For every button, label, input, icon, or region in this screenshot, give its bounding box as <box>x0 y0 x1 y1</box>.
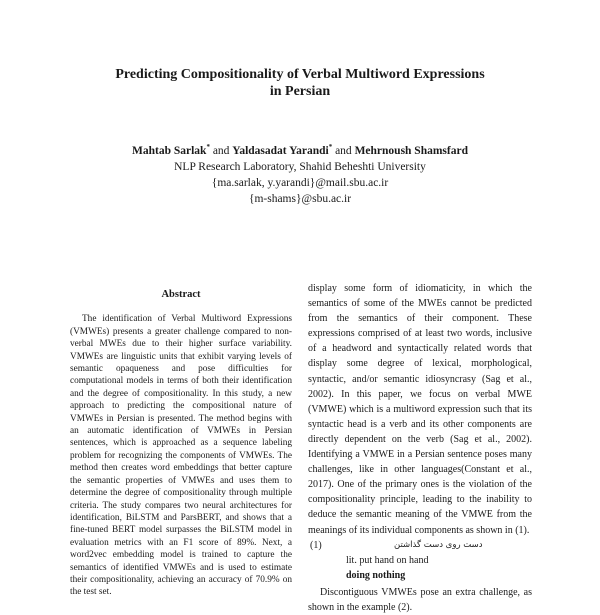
author-conjunction-2: and <box>332 144 355 157</box>
example-persian: دست روی دست گذاشتن <box>394 539 483 550</box>
email-line-2: {m-shams}@sbu.ac.ir <box>248 192 352 205</box>
author-conjunction-1: and <box>209 144 233 157</box>
abstract-body: The identification of Verbal Multiword Expressions (VMWEs) presents a greater challenge compared to non-verbal MWEs due to their higher surface variability. VMWEs are linguistic units that exhibit varying levels of semantic opaqueness and pose difficulties for computational models in terms of both their identification and the degree of compositionality. In this study, a new approach to predicting the compositional nature of VMWEs in Persian is presented. The method begins with an automatic identification of VMWEs in Persian sentences, which is approached as a sequence labeling problem for recognizing the components of VMWEs. The method then creates word embeddings that better capture the semantic properties of VMWEs and uses them to determine the degree of compositionality through multiple criteria. The study compares two neural architectures for identification, BiLSTM and ParsBERT, and shows that a fine-tuned BERT model surpasses the BiLSTM model in evaluation metrics with an F1 score of 89%. Next, a word2vec embedding model is trained to capture the semantics of identified VMWEs and is used to estimate their compositionality, achieving an accuracy of 70.9% on the test set. <box>70 314 292 598</box>
example-1 <box>308 538 532 585</box>
author-block <box>0 139 600 207</box>
left-column <box>70 289 292 599</box>
email-line-1: {ma.sarlak, y.yarandi}@mail.sbu.ac.ir <box>211 176 389 189</box>
title-line-1: Predicting Compositionality of Verbal Multiword Expressions <box>115 67 485 82</box>
next-paragraph: Discontiguous VMWEs pose an extra challenge, as shown in the example (2). <box>308 586 532 613</box>
author-1: Mahtab Sarlak* <box>131 143 210 157</box>
author-3: Mehrnoush Shamsfard <box>354 144 468 157</box>
example-translation: doing nothing <box>346 569 406 581</box>
paper-title <box>0 66 600 100</box>
abstract-heading: Abstract <box>161 289 201 300</box>
right-column <box>308 281 532 615</box>
affiliation: NLP Research Laboratory, Shahid Beheshti University <box>174 160 426 173</box>
example-number: (1) <box>310 539 322 551</box>
title-line-2: in Persian <box>269 84 331 99</box>
author-names <box>0 139 600 159</box>
example-gloss: lit. put hand on hand <box>346 554 429 566</box>
introduction-text: display some form of idiomaticity, in which the semantics of some of the MWEs cannot be predicted from the semantics of their component. These expressions comprised of at least two words, inclusive of a headword and syntactically related words that display some degree of lexical, morphological, syntactic, and/or semantic idiosyncrasy (Sag et al., 2002). In this paper, we focus on verbal MWE (VMWE) which is a multiword expression such that its syntactic head is a verb and its other components are directly dependent on the verb (Sag et al., 2002). Identifying a VMWE in a Persian sentence poses many challenges, like in other languages(Constant et al., 2017). One of the primary ones is the violation of the compositionality principle, leading to the inability to deduce the semantic meaning of the VMWE from the meanings of its individual components as shown in (1). <box>308 283 532 536</box>
author-2: Yaldasadat Yarandi* <box>232 143 333 157</box>
